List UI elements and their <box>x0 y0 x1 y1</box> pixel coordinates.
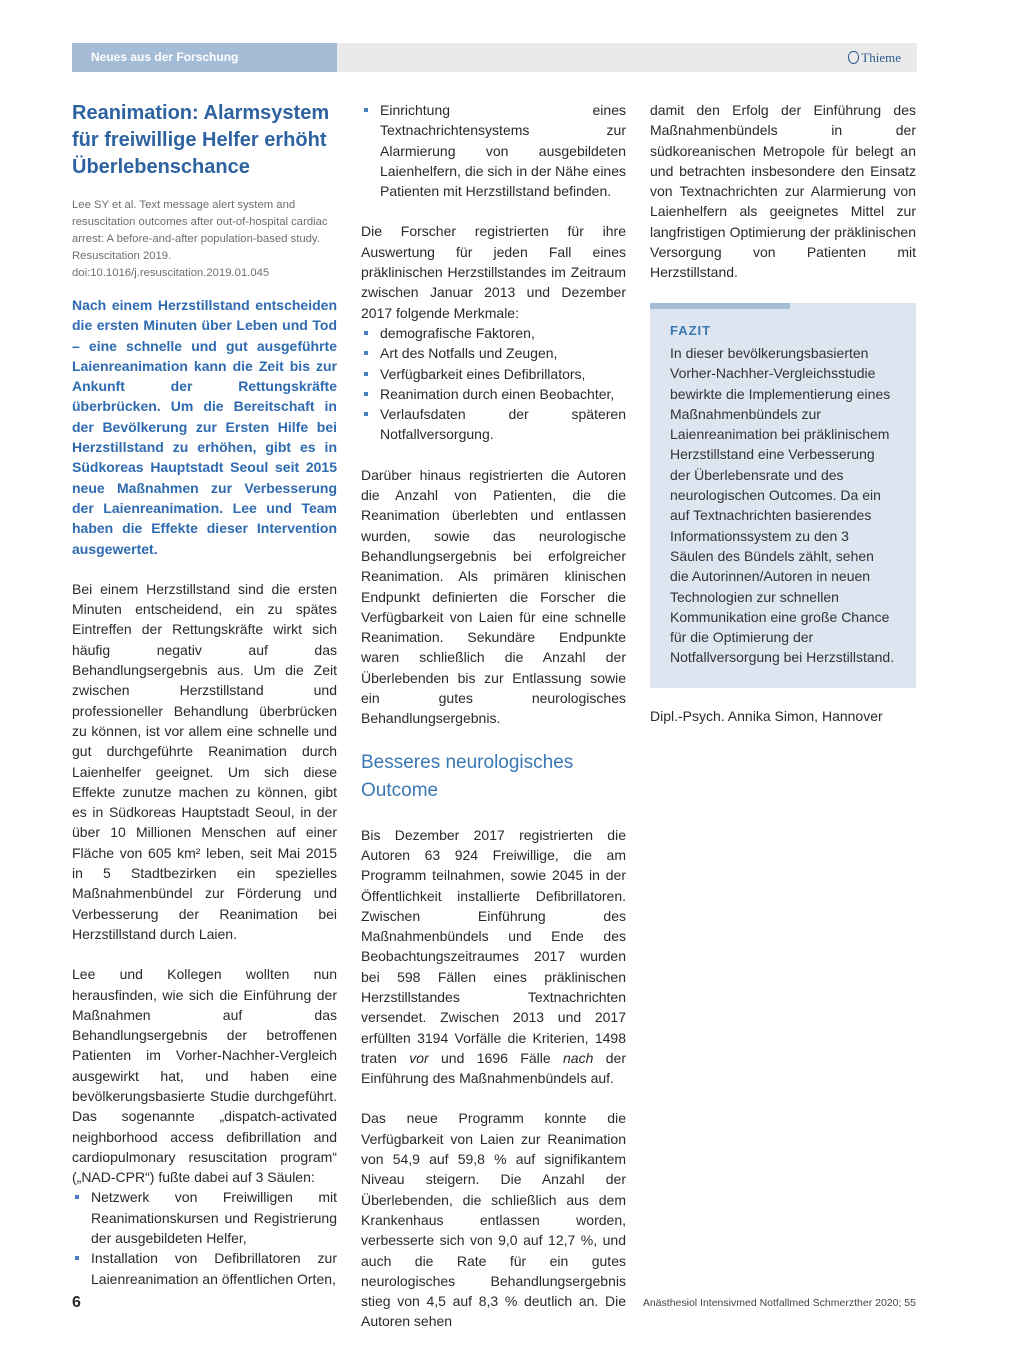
list-item: demografische Faktoren, <box>361 323 626 343</box>
list-item: Verlaufsdaten der späteren Notfallversorgung. <box>361 404 626 445</box>
section-label <box>72 43 337 72</box>
body-paragraph: Das neue Programm konnte die Verfügbarkeit von Laien zur Reanimation von 54,9 auf 59,8 % auf signifikantem Niveau steigern. Die Anzahl der Überlebenden, die schließlich aus dem Krankenhaus entlassen worden, verbesserte sich von 9,0 auf 12,7 %, und auch die Rate für ein gutes neurologisches Behandlungsergebnis stieg von 4,5 auf 8,3 % deutlich an. Die Autoren sehen <box>361 1110 626 1330</box>
citation: Lee SY et al. Text message alert system and resuscitation outcomes after out-of-hospital cardiac arrest: A before-and-after population-based study. Resuscitation 2019. doi:10.1016/j.resuscitation.2019.01.045 <box>72 199 328 279</box>
author-line: Dipl.-Psych. Annika Simon, Hannover <box>650 707 883 724</box>
publisher-name: Thieme <box>861 50 901 65</box>
column-2 <box>361 100 626 1332</box>
text-run: und 1696 Fälle <box>428 1049 564 1066</box>
lead-paragraph: Nach einem Herzstillstand entscheiden die ersten Minuten über Leben und Tod – eine schnelle und gut ausgeführte Laienreanimation kann die Zeit bis zur Ankunft der Rettungskräfte überbrücken. Um die Bereitschaft in der Bevölkerung zur Ersten Hilfe bei Herzstillstand zu erhöhen, gibt es in Südkoreas Hauptstadt Seoul seit 2015 neue Maßnahmen zur Verbesserung der Laienreanimation. Lee und Team haben die Effekte dieser Intervention ausgewertet. <box>72 297 337 557</box>
fazit-box <box>650 303 916 688</box>
list-item: Art des Notfalls und Zeugen, <box>361 343 626 363</box>
pillars-list <box>72 1187 337 1288</box>
body-paragraph: Bei einem Herzstillstand sind die ersten Minuten entscheidend, ein zu spätes Eintreffen der Rettungskräfte wirkt sich häufig negativ auf das Behandlungsergebnis aus. Um die Zeit zwischen Herzstillstand und professioneller Behandlung überbrücken zu können, ist vor allem eine schnelle und gut durchgeführte Reanimation durch Laienhelfer geeignet. Um sich diese Effekte zunutze machen zu können, gibt es in Südkoreas Hauptstadt Seoul, in der über 10 Millionen Menschen auf einer Fläche von 605 km² leben, seit Mai 2015 in 5 Stadtbezirken ein spezielles Maßnahmenbündel zur Förderung und Verbesserung der Reanimation bei Herzstillstand durch Laien. <box>72 580 337 942</box>
list-item: Einrichtung eines Textnachrichtensystems zur Alarmierung von ausgebildeten Laienhelfern, die sich in der Nähe eines Patienten mit Herzstillstand befinden. <box>361 100 626 201</box>
emphasis-vor: vor <box>409 1049 429 1066</box>
publisher-logo <box>848 50 901 66</box>
column-1 <box>72 100 337 1289</box>
page-header <box>72 43 917 72</box>
body-paragraph: Die Forscher registrierten für ihre Auswertung für jeden Fall eines präklinischen Herzstillstandes im Zeitraum zwischen Januar 2013 und Dezember 2017 folgende Merkmale: <box>361 223 626 321</box>
emphasis-nach: nach <box>563 1049 594 1066</box>
column-3 <box>650 100 916 726</box>
body-paragraph <box>361 825 626 1089</box>
journal-reference: Anästhesiol Intensivmed Notfallmed Schmerzther 2020; 55 <box>642 1297 916 1309</box>
page-number: 6 <box>72 1294 81 1311</box>
features-list <box>361 323 626 445</box>
list-item: Installation von Defibrillatoren zur Laienreanimation an öffentlichen Orten, <box>72 1248 337 1289</box>
fazit-title: FAZIT <box>670 322 712 338</box>
section-heading: Besseres neurologisches Outcome <box>361 751 574 801</box>
body-paragraph: damit den Erfolg der Einführung des Maßnahmenbündels in der südkoreanischen Metropole für belegt an und betrachten insbesondere den Einsatz von Textnachrichten zur Alarmierung von Laienhelfern als geeignetes Mittel zur langfristigen Optimierung der präklinischen Versorgung von Patienten mit Herzstillstand. <box>650 102 916 281</box>
text-run: Bis Dezember 2017 registrierten die Autoren 63 924 Freiwillige, die am Programm teilnahmen, sowie 2045 in der Öffentlichkeit installierte Defibrillatoren. Zwischen Einführung des Maßnahmenbündels und Ende des Beobachtungszeitraumes 2017 wurden bei 598 Fällen eines präklinischen Herzstillstandes Textnachrichten versendet. Zwischen 2013 und 2017 erfüllten 3194 Vorfälle die Kriterien, 1498 traten <box>361 826 626 1066</box>
body-paragraph: Lee und Kollegen wollten nun herausfinden, wie sich die Einführung der Maßnahmen auf das Behandlungsergebnis der betroffenen Patienten im Vorher-Nachher-Vergleich ausgewirkt hat, und haben eine bevölkerungsbasierte Studie durchgeführt. Das sogenannte „dispatch-activated neighborhood access defibrillation and cardiopulmonary resuscitation program“ („NAD-CPR“) fußte dabei auf 3 Säulen: <box>72 966 337 1186</box>
pillars-list-continued <box>361 100 626 201</box>
list-item: Verfügbarkeit eines Defibrillators, <box>361 364 626 384</box>
section-title: Neues aus der Forschung <box>91 50 239 64</box>
list-item: Reanimation durch einen Beobachter, <box>361 384 626 404</box>
fazit-text: In dieser bevölkerungsbasierten Vorher-Nachher-Vergleichsstudie bewirkte die Implementierung eines Maßnahmenbündels zur Laienreanimation bei präklinischem Herzstillstand eine Verbesserung der Überlebensrate und des neurologischen Outcomes. Da ein auf Textnachrichten basierendes Informationssystem zu den 3 Säulen des Bündels zählt, sehen die Autorinnen/Autoren in neuen Technologien zur schnellen Kommunikation eine große Chance für die Optimierung der Notfallversorgung bei Herzstillstand. <box>670 344 895 666</box>
fazit-accent-bar <box>650 303 790 309</box>
text-run: der Einführung des Maßnahmenbündels auf. <box>361 1049 626 1087</box>
body-paragraph: Darüber hinaus registrierten die Autoren die Anzahl von Patienten, die die Reanimation überlebten und entlassen wurden, sowie das neurologische Behandlungsergebnis bei erfolgreicher Reanimation. Als primären klinischen Endpunkt definierten die Forscher die Verfügbarkeit von Laien für eine schnelle Reanimation. Sekundäre Endpunkte waren schließlich die Anzahl der Überlebenden bis zur Entlassung sowie ein gutes neurologisches Behandlungsergebnis. <box>361 466 626 727</box>
article-title: Reanimation: Alarmsystem für freiwillige Helfer erhöht Überlebenschance <box>72 102 330 178</box>
list-item: Netzwerk von Freiwilligen mit Reanimationskursen und Registrierung der ausgebildeten Helfer, <box>72 1187 337 1248</box>
thieme-logo-icon <box>848 51 859 64</box>
